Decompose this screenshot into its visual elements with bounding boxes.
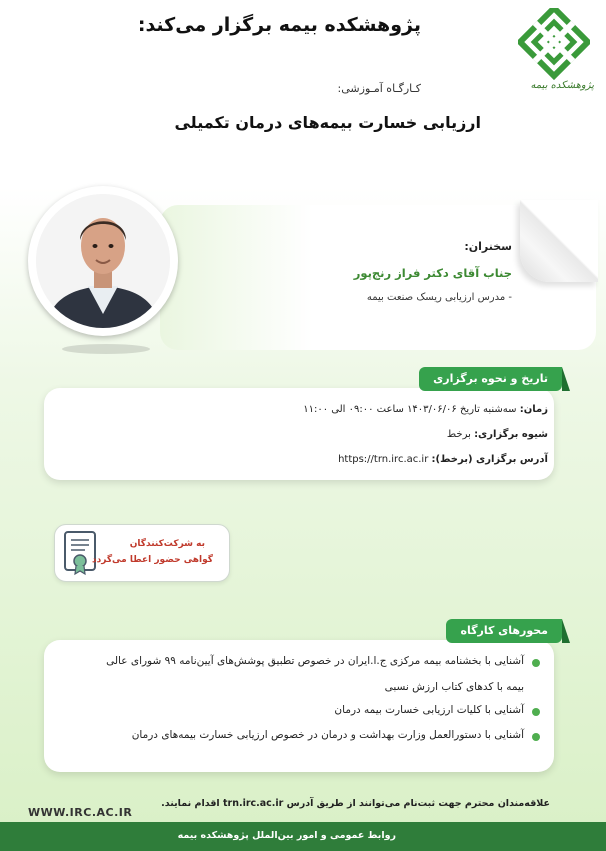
speakers-label: سخنران: xyxy=(464,240,512,253)
method-row xyxy=(447,429,548,440)
address-link[interactable]: https://trn.irc.ac.ir xyxy=(338,454,429,465)
topic-item-3: آشنایی با دستورالعمل وزارت بهداشت و درمان در خصوص ارزیابی خسارت بیمه‌های درمان xyxy=(131,729,524,741)
footer-department: روابط عمومی و امور بین‌الملل پژوهشکده بیمه xyxy=(177,830,396,841)
topic-item-1: آشنایی با بخشنامه بیمه مرکزی ج.ا.ایران در خصوص تطبیق پوشش‌های آیین‌نامه ۹۹ شورای عالی xyxy=(106,655,524,667)
topic-item-2: آشنایی با کلیات ارزیابی خسارت بیمه درمان xyxy=(334,704,524,716)
photo-shadow xyxy=(62,344,150,354)
registration-note: علاقه‌مندان محترم جهت ثبت‌نام می‌توانند از طریق آدرس trn.irc.ac.ir اقدام نمایند. xyxy=(161,798,550,809)
time-row xyxy=(303,404,548,415)
address-label: آدرس برگزاری (برخط): xyxy=(431,454,548,465)
certificate-line-2: گواهی حضور اعطا می‌گردد xyxy=(91,555,213,565)
speaker-portrait-icon xyxy=(36,194,170,328)
website-link[interactable]: WWW.IRC.AC.IR xyxy=(28,806,133,819)
speaker-photo xyxy=(36,194,170,328)
speaker-role: - مدرس ارزیابی ریسک صنعت بیمه xyxy=(366,292,512,303)
workshop-subtitle: کـارگـاه آمـوزشی: xyxy=(337,82,421,95)
topic-bullet-icon xyxy=(532,708,540,716)
method-value: برخط xyxy=(446,429,471,440)
schedule-tab: تاریخ و نحوه برگزاری xyxy=(419,367,562,391)
topics-tab: محورهای کارگاه xyxy=(446,619,562,643)
certificate-line-1: به شرکت‌کنندگان xyxy=(129,539,205,549)
time-value: سه‌شنبه تاریخ ۱۴۰۳/۰۶/۰۶ ساعت ۰۹:۰۰ الی ۱۱:۰۰ xyxy=(303,404,517,415)
workshop-title: ارزیابی خسارت بیمه‌های درمان تکمیلی xyxy=(174,113,481,132)
method-label: شیوه برگزاری: xyxy=(474,429,548,440)
logo-caption: پژوهشکده بیمه xyxy=(530,80,594,91)
address-row xyxy=(338,454,548,465)
topic-bullet-icon xyxy=(532,659,540,667)
main-title: پژوهشکده بیمه برگزار می‌کند: xyxy=(137,14,421,36)
time-label: زمان: xyxy=(519,404,548,415)
topic-item-1-continued: بیمه با کدهای کتاب ارزش نسبی xyxy=(384,681,524,693)
page-curl-decoration xyxy=(520,200,598,282)
certificate-badge xyxy=(54,524,230,582)
speaker-name: جناب آقای دکتر فراز رنج‌پور xyxy=(353,266,512,280)
topic-bullet-icon xyxy=(532,733,540,741)
certificate-icon xyxy=(63,530,97,576)
